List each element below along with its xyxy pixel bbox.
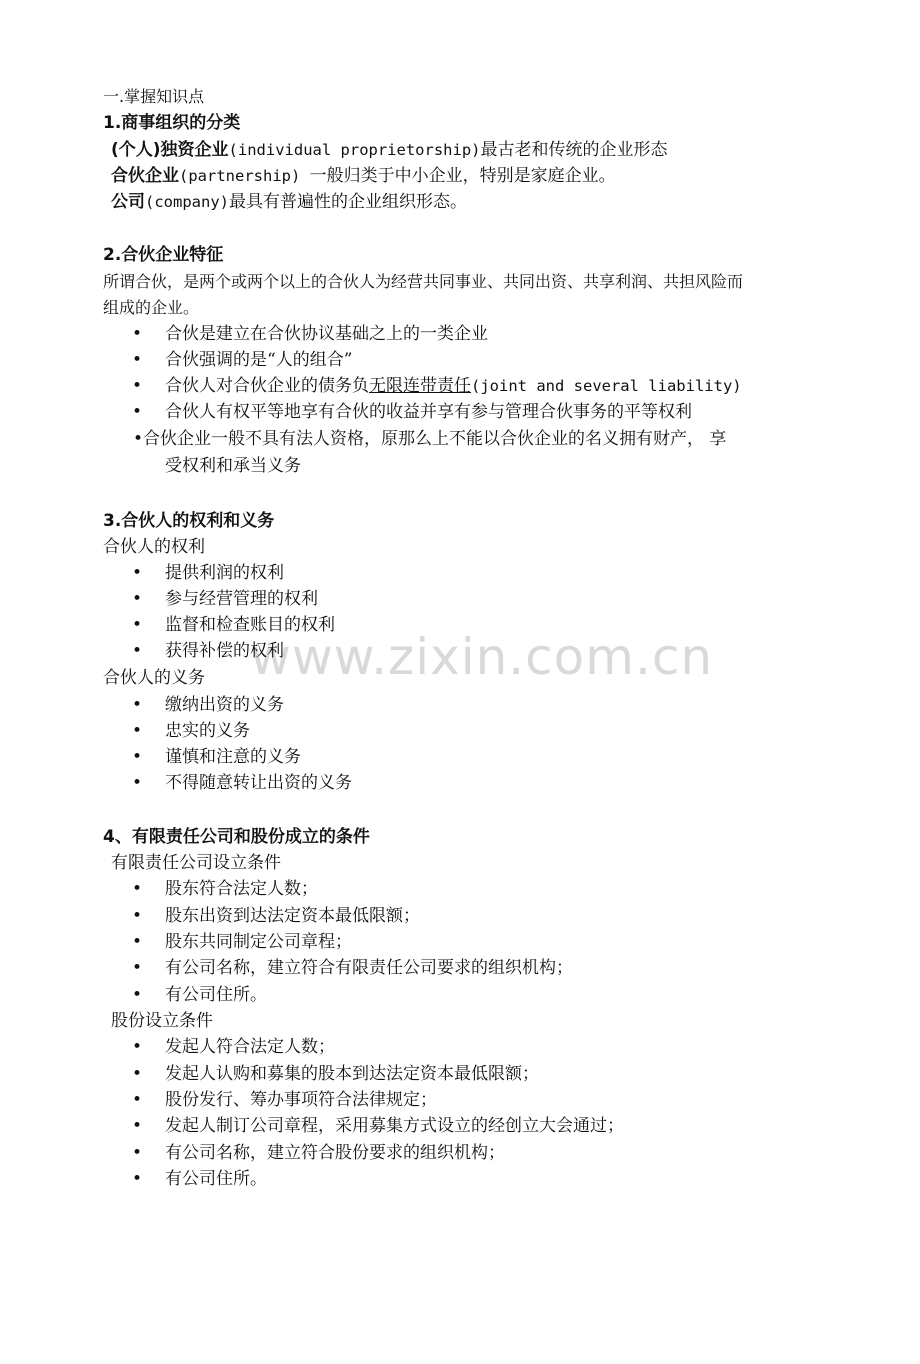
bullet-icon: • [132, 350, 143, 370]
rights-label: 合伙人的权利 [103, 537, 205, 557]
section-2-heading: 2.合伙企业特征 [103, 245, 224, 265]
list-item: • 合伙是建立在合伙协议基础之上的一类企业 [0, 321, 920, 347]
bullet-icon: • [132, 1169, 143, 1189]
list-item: • 发起人符合法定人数； [0, 1034, 920, 1060]
list-item: • 合伙强调的是“人的组合” [0, 347, 920, 373]
llc-conditions-label: 有限责任公司设立条件 [111, 853, 281, 873]
s2-paragraph-line-2: 组成的企业。 [103, 298, 200, 317]
bullet-icon: • [132, 376, 143, 396]
list-item: • 谨慎和注意的义务 [0, 744, 920, 770]
list-item: • 提供利润的权利 [0, 560, 920, 586]
bullet-icon: • [132, 773, 143, 793]
watermark: www.zixin.com.cn [250, 628, 714, 686]
s1-term-sole-proprietorship: (个人)独资企业 [111, 140, 229, 160]
list-item: • 不得随意转让出资的义务 [0, 770, 920, 796]
bullet-icon: • [132, 906, 143, 926]
s1-line-company: 公司(company)最具有普遍性的企业组织形态。 [111, 192, 467, 212]
list-item: • 股东符合法定人数； [0, 876, 920, 902]
bullet-icon: • [132, 1064, 143, 1084]
section-3-heading: 3.合伙人的权利和义务 [103, 511, 275, 531]
s1-term-partnership: 合伙企业 [111, 166, 179, 186]
jsc-conditions-label: 股份设立条件 [111, 1011, 213, 1031]
s1-line-sole-proprietorship: (个人)独资企业(individual proprietorship)最古老和传统的企业形态 [111, 140, 668, 160]
list-item: • 发起人认购和募集的股本到达法定资本最低限额； [0, 1061, 920, 1087]
bullet-icon: • [133, 429, 144, 449]
list-item: • 合伙人有权平等地享有合伙的收益并享有参与管理合伙事务的平等权利 [0, 399, 920, 425]
bullet-icon: • [132, 641, 143, 661]
section-intro-title: 一.掌握知识点 [103, 87, 205, 106]
list-item: • 股份发行、筹办事项符合法律规定； [0, 1087, 920, 1113]
bullet-icon: • [132, 1143, 143, 1163]
bullet-icon: • [132, 1116, 143, 1136]
bullet-icon: • [132, 932, 143, 952]
bullet-icon: • [132, 985, 143, 1005]
s2-paragraph-line-1: 所谓合伙，是两个或两个以上的合伙人为经营共同事业、共同出资、共享利润、共担风险而 [103, 272, 744, 291]
bullet-icon: • [132, 958, 143, 978]
bullet-icon: • [132, 879, 143, 899]
list-item: • 有公司住所。 [0, 1166, 920, 1192]
section-4-heading: 4、有限责任公司和股份成立的条件 [103, 827, 370, 847]
section-1-heading: 1.商事组织的分类 [103, 113, 241, 133]
list-item: • 参与经营管理的权利 [0, 586, 920, 612]
list-item: • 缴纳出资的义务 [0, 692, 920, 718]
list-item-continuation: 受权利和承当义务 [165, 456, 301, 476]
bullet-icon: • [132, 563, 143, 583]
list-item: • 股东共同制定公司章程； [0, 929, 920, 955]
list-item: • 合伙人对合伙企业的债务负无限连带责任(joint and several liability) [0, 373, 920, 399]
list-item: • 有公司名称，建立符合有限责任公司要求的组织机构； [0, 955, 920, 981]
bullet-icon: • [132, 747, 143, 767]
bullet-icon: • [132, 589, 143, 609]
list-item: •合伙企业一般不具有法人资格，原那么上不能以合伙企业的名义拥有财产， 享 [133, 429, 727, 449]
list-item: • 监督和检查账目的权利 [0, 612, 920, 638]
list-item: • 有公司住所。 [0, 982, 920, 1008]
bullet-icon: • [132, 402, 143, 422]
bullet-icon: • [132, 615, 143, 635]
underlined-term: 无限连带责任 [369, 376, 471, 396]
list-item: • 发起人制订公司章程，采用募集方式设立的经创立大会通过； [0, 1113, 920, 1139]
list-item: • 股东出资到达法定资本最低限额； [0, 903, 920, 929]
bullet-icon: • [132, 324, 143, 344]
bullet-icon: • [132, 1090, 143, 1110]
list-item: • 忠实的义务 [0, 718, 920, 744]
list-item: • 有公司名称，建立符合股份要求的组织机构； [0, 1140, 920, 1166]
bullet-icon: • [132, 695, 143, 715]
list-item: • 获得补偿的权利 [0, 638, 920, 664]
bullet-icon: • [132, 1037, 143, 1057]
s1-term-company: 公司 [111, 192, 145, 212]
duties-label: 合伙人的义务 [103, 668, 205, 688]
s1-line-partnership: 合伙企业(partnership) 一般归类于中小企业，特别是家庭企业。 [111, 166, 616, 186]
bullet-icon: • [132, 721, 143, 741]
